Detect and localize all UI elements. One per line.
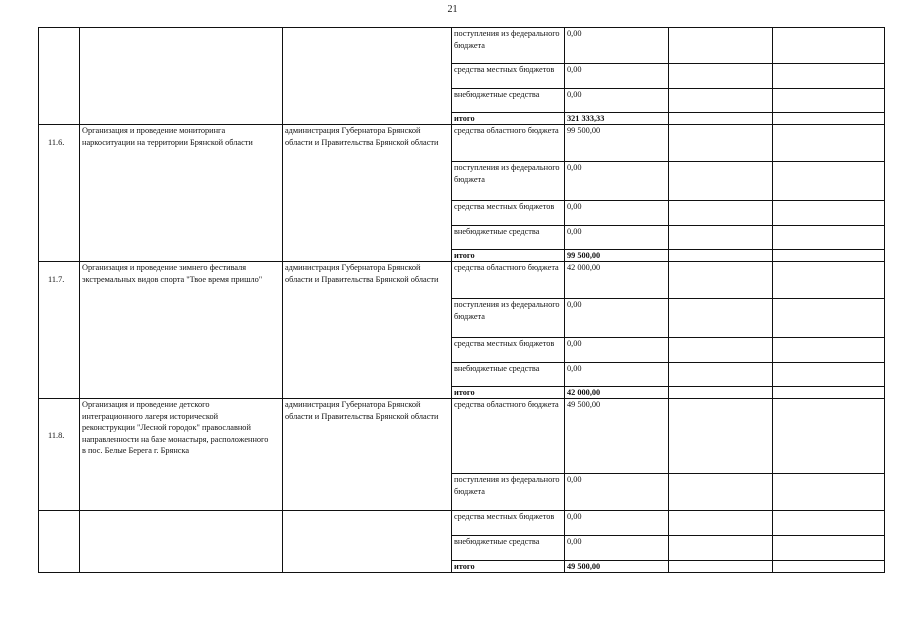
source-label: внебюджетные средства [454,537,540,546]
source-label: средства местных бюджетов [454,339,555,348]
source-label: средства местных бюджетов [454,65,555,74]
col-divider-executor [451,27,452,572]
executor-name: администрация Губернатора Брянской области и Правительства Брянской области [285,400,439,421]
table-border-right [884,27,885,572]
source-amount: 49 500,00 [567,400,601,409]
col-divider-source [564,27,565,572]
source-label: средства местных бюджетов [454,512,555,521]
source-label: поступления из федерального бюджета [454,300,560,321]
source-amount: 0,00 [567,339,582,348]
source-label: поступления из федерального бюджета [454,475,560,496]
event-name: Организация и проведение детского интеграционного лагеря исторической реконструкции "Лесной городок" православной направленности на базе монастыря, расположенного в пос. Белые Берега г. Брянска [82,400,269,456]
executor-name: администрация Губернатора Брянской области и Правительства Брянской области [285,263,439,284]
source-amount: 0,00 [567,202,582,211]
row-number: 11.6. [48,138,65,147]
total-amount: 42 000,00 [567,388,601,397]
source-amount: 0,00 [567,227,582,236]
source-label: поступления из федерального бюджета [454,29,560,50]
source-label: средства местных бюджетов [454,202,555,211]
source-amount: 0,00 [567,512,582,521]
event-name: Организация и проведение мониторинга наркоситуации на территории Брянской области [82,126,253,147]
event-name: Организация и проведение зимнего фестиваля экстремальных видов спорта "Твое время пришло" [82,263,263,284]
row-number: 11.8. [48,431,65,440]
source-label: средства областного бюджета [454,263,559,272]
source-label: поступления из федерального бюджета [454,163,560,184]
executor-name: администрация Губернатора Брянской области и Правительства Брянской области [285,126,439,147]
source-label: внебюджетные средства [454,227,540,236]
source-label: внебюджетные средства [454,364,540,373]
total-label: итого [454,562,475,571]
col-divider-amount [668,27,669,572]
total-amount: 99 500,00 [567,251,601,260]
total-label: итого [454,388,475,397]
source-label: внебюджетные средства [454,90,540,99]
total-label: итого [454,114,475,123]
col-divider-event [282,27,283,572]
source-amount: 0,00 [567,475,582,484]
source-amount: 0,00 [567,29,582,38]
source-amount: 0,00 [567,537,582,546]
col-divider-extra [772,27,773,572]
total-amount: 49 500,00 [567,562,601,571]
total-label: итого [454,251,475,260]
col-divider-num [79,27,80,572]
page-number: 21 [447,4,458,15]
source-amount: 0,00 [567,90,582,99]
source-amount: 0,00 [567,364,582,373]
source-amount: 99 500,00 [567,126,601,135]
table-border-left [38,27,39,572]
source-amount: 0,00 [567,163,582,172]
source-amount: 0,00 [567,300,582,309]
source-amount: 42 000,00 [567,263,601,272]
total-amount: 321 333,33 [567,114,605,123]
source-label: средства областного бюджета [454,126,559,135]
row-number: 11.7. [48,275,65,284]
source-label: средства областного бюджета [454,400,559,409]
source-amount: 0,00 [567,65,582,74]
